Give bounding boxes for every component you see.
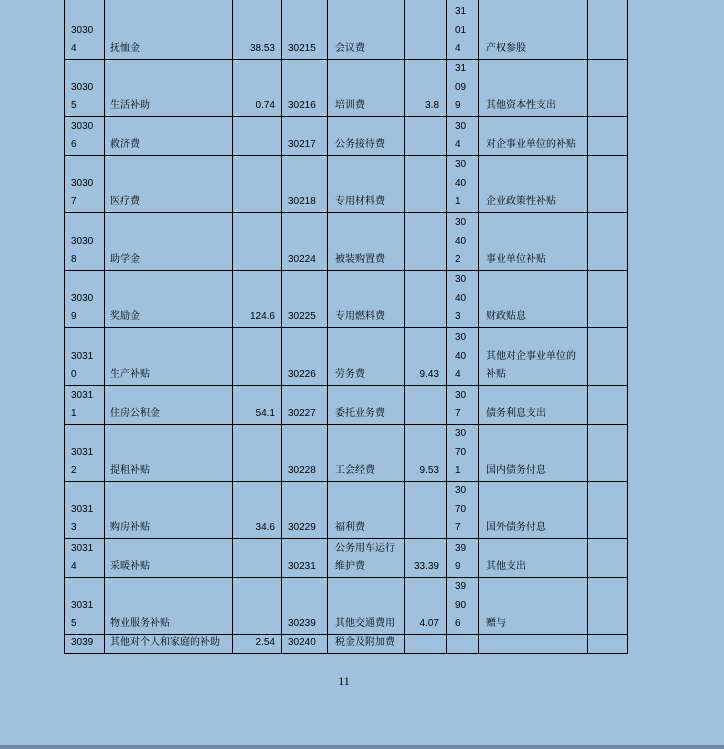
table-row <box>0 577 724 635</box>
table-row <box>0 538 724 578</box>
left-code-cell: 30312 <box>64 424 105 482</box>
middle-amount-cell <box>404 634 447 654</box>
middle-amount-cell: 9.53 <box>404 424 447 482</box>
middle-item-name-cell: 福利费 <box>327 481 405 539</box>
middle-item-name-cell: 其他交通费用 <box>327 577 405 635</box>
middle-item-name-cell: 会议费 <box>327 0 405 60</box>
right-item-name-cell: 国外债务付息 <box>478 481 588 539</box>
right-amount-cell <box>587 385 628 425</box>
table-row <box>0 212 724 271</box>
left-amount-cell <box>232 116 282 156</box>
left-amount-cell: 2.54 <box>232 634 282 654</box>
left-amount-cell: 0.74 <box>232 59 282 117</box>
left-item-name-cell: 生产补贴 <box>104 327 233 386</box>
right-item-name-cell: 企业政策性补贴 <box>478 155 588 213</box>
middle-amount-cell: 3.8 <box>404 59 447 117</box>
middle-item-name-cell: 被装购置费 <box>327 212 405 271</box>
left-item-name-cell: 助学金 <box>104 212 233 271</box>
table-row <box>0 634 724 654</box>
right-amount-cell <box>587 270 628 328</box>
middle-item-name-cell: 培训费 <box>327 59 405 117</box>
right-code-cell: 30404 <box>446 327 479 386</box>
right-item-name-cell: 事业单位补贴 <box>478 212 588 271</box>
middle-item-name-cell: 公务用车运行维护费 <box>327 538 405 578</box>
middle-code-cell: 30224 <box>281 212 328 271</box>
right-code-cell <box>446 634 479 654</box>
table-row <box>0 59 724 117</box>
left-code-cell: 30307 <box>64 155 105 213</box>
table-row <box>0 385 724 425</box>
right-item-name-cell: 国内债务付息 <box>478 424 588 482</box>
left-amount-cell <box>232 155 282 213</box>
right-amount-cell <box>587 424 628 482</box>
right-amount-cell <box>587 212 628 271</box>
right-code-cell: 30707 <box>446 481 479 539</box>
right-item-name-cell: 财政贴息 <box>478 270 588 328</box>
left-code-cell: 30311 <box>64 385 105 425</box>
middle-code-cell: 30240 <box>281 634 328 654</box>
left-code-cell: 30315 <box>64 577 105 635</box>
middle-amount-cell <box>404 212 447 271</box>
middle-amount-cell: 4.07 <box>404 577 447 635</box>
middle-item-name-cell: 委托业务费 <box>327 385 405 425</box>
left-code-cell: 30308 <box>64 212 105 271</box>
middle-amount-cell <box>404 0 447 60</box>
right-item-name-cell: 其他资本性支出 <box>478 59 588 117</box>
right-code-cell: 304 <box>446 116 479 156</box>
middle-amount-cell <box>404 155 447 213</box>
left-amount-cell <box>232 577 282 635</box>
right-amount-cell <box>587 116 628 156</box>
right-amount-cell <box>587 59 628 117</box>
right-item-name-cell: 其他对企事业单位的补贴 <box>478 327 588 386</box>
left-item-name-cell: 住房公积金 <box>104 385 233 425</box>
right-code-cell: 39906 <box>446 577 479 635</box>
right-amount-cell <box>587 155 628 213</box>
middle-code-cell: 30215 <box>281 0 328 60</box>
left-code-cell: 30309 <box>64 270 105 328</box>
right-code-cell: 31014 <box>446 0 479 60</box>
left-code-cell: 30314 <box>64 538 105 578</box>
left-code-cell: 30304 <box>64 0 105 60</box>
middle-amount-cell <box>404 116 447 156</box>
middle-amount-cell <box>404 481 447 539</box>
left-item-name-cell: 提租补贴 <box>104 424 233 482</box>
left-item-name-cell: 救济费 <box>104 116 233 156</box>
middle-code-cell: 30225 <box>281 270 328 328</box>
right-code-cell: 30401 <box>446 155 479 213</box>
left-item-name-cell: 采暖补贴 <box>104 538 233 578</box>
table-row <box>0 424 724 482</box>
right-amount-cell <box>587 0 628 60</box>
table-row <box>0 0 724 60</box>
middle-code-cell: 30227 <box>281 385 328 425</box>
middle-item-name-cell: 税金及附加费 <box>327 634 405 654</box>
middle-item-name-cell: 专用材料费 <box>327 155 405 213</box>
page-number: 11 <box>338 674 350 688</box>
middle-code-cell: 30229 <box>281 481 328 539</box>
left-item-name-cell: 其他对个人和家庭的补助 <box>104 634 233 654</box>
middle-code-cell: 30231 <box>281 538 328 578</box>
left-code-cell: 30305 <box>64 59 105 117</box>
viewer-bottom-edge <box>0 745 724 749</box>
right-code-cell: 307 <box>446 385 479 425</box>
middle-item-name-cell: 公务接待费 <box>327 116 405 156</box>
middle-item-name-cell: 专用燃料费 <box>327 270 405 328</box>
left-amount-cell: 38.53 <box>232 0 282 60</box>
right-amount-cell <box>587 481 628 539</box>
middle-code-cell: 30226 <box>281 327 328 386</box>
middle-amount-cell: 33.39 <box>404 538 447 578</box>
left-code-cell: 3039 <box>64 634 105 654</box>
table-row <box>0 155 724 213</box>
left-amount-cell <box>232 424 282 482</box>
middle-code-cell: 30217 <box>281 116 328 156</box>
right-code-cell: 30403 <box>446 270 479 328</box>
right-item-name-cell: 债务利息支出 <box>478 385 588 425</box>
right-amount-cell <box>587 327 628 386</box>
left-item-name-cell: 物业服务补贴 <box>104 577 233 635</box>
right-code-cell: 30402 <box>446 212 479 271</box>
table-row <box>0 116 724 156</box>
left-item-name-cell: 医疗费 <box>104 155 233 213</box>
right-item-name-cell <box>478 634 588 654</box>
left-code-cell: 30310 <box>64 327 105 386</box>
middle-code-cell: 30228 <box>281 424 328 482</box>
left-amount-cell <box>232 538 282 578</box>
middle-item-name-cell: 工会经费 <box>327 424 405 482</box>
table-row <box>0 327 724 386</box>
left-item-name-cell: 抚恤金 <box>104 0 233 60</box>
middle-amount-cell <box>404 270 447 328</box>
middle-amount-cell <box>404 385 447 425</box>
left-amount-cell: 54.1 <box>232 385 282 425</box>
left-code-cell: 30313 <box>64 481 105 539</box>
left-amount-cell <box>232 212 282 271</box>
right-item-name-cell: 其他支出 <box>478 538 588 578</box>
table-row <box>0 481 724 539</box>
left-amount-cell <box>232 327 282 386</box>
right-amount-cell <box>587 577 628 635</box>
left-item-name-cell: 生活补助 <box>104 59 233 117</box>
middle-item-name-cell: 劳务费 <box>327 327 405 386</box>
right-item-name-cell: 产权参股 <box>478 0 588 60</box>
right-code-cell: 399 <box>446 538 479 578</box>
right-item-name-cell: 赠与 <box>478 577 588 635</box>
right-code-cell: 31099 <box>446 59 479 117</box>
middle-code-cell: 30216 <box>281 59 328 117</box>
middle-code-cell: 30239 <box>281 577 328 635</box>
right-item-name-cell: 对企事业单位的补贴 <box>478 116 588 156</box>
right-amount-cell <box>587 538 628 578</box>
right-code-cell: 30701 <box>446 424 479 482</box>
left-amount-cell: 34.6 <box>232 481 282 539</box>
left-item-name-cell: 奖励金 <box>104 270 233 328</box>
table-row <box>0 270 724 328</box>
middle-amount-cell: 9.43 <box>404 327 447 386</box>
left-amount-cell: 124.6 <box>232 270 282 328</box>
right-amount-cell <box>587 634 628 654</box>
left-code-cell: 30306 <box>64 116 105 156</box>
middle-code-cell: 30218 <box>281 155 328 213</box>
left-item-name-cell: 购房补贴 <box>104 481 233 539</box>
